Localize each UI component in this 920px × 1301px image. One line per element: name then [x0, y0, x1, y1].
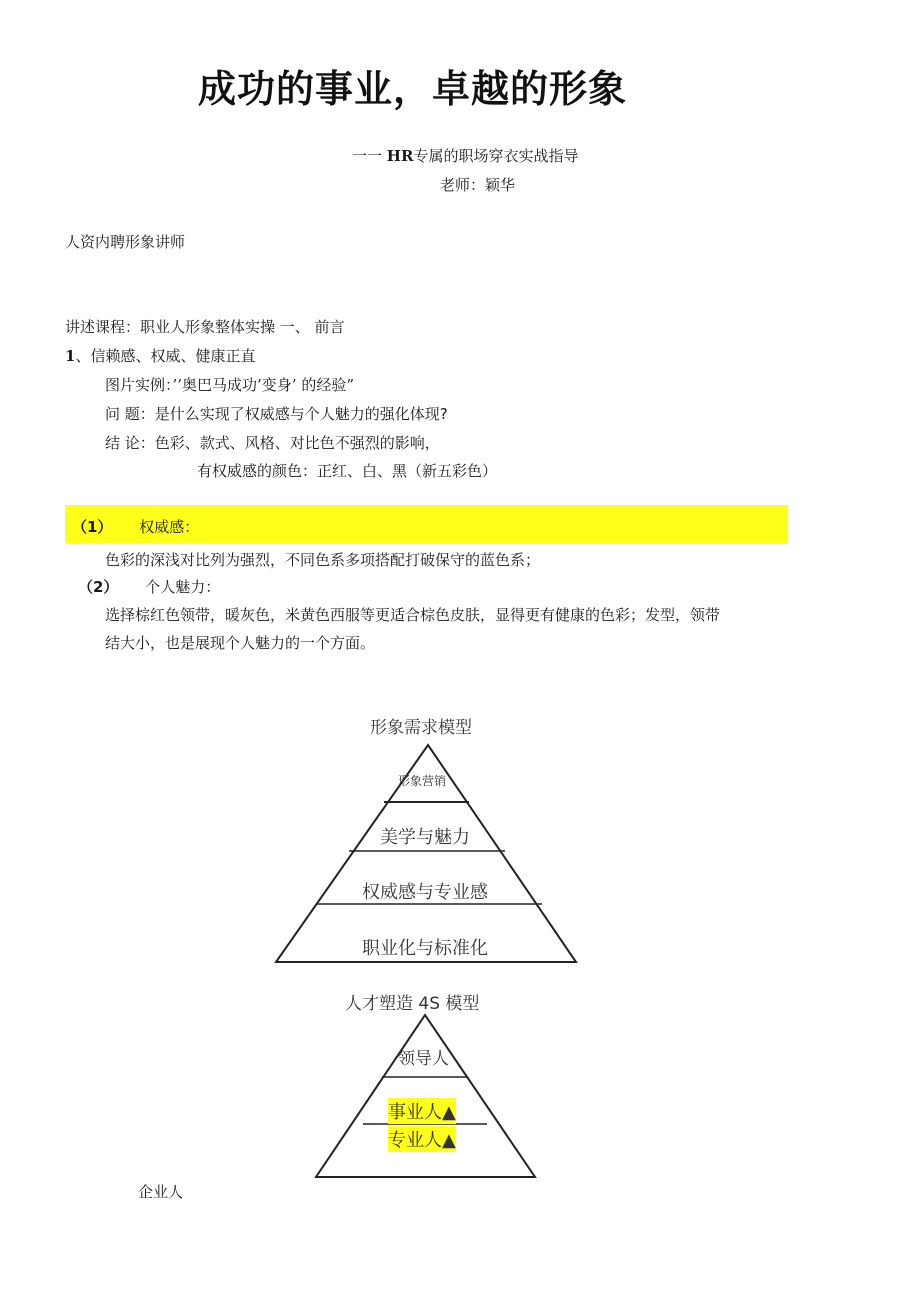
section2-number: （2）	[78, 578, 119, 596]
course-line: 讲述课程：职业人形象整体实操 一、 前言	[65, 318, 345, 336]
pyramid2-level-3: 专业人▲	[388, 1126, 456, 1152]
section2-heading	[78, 576, 220, 597]
section1-number: （1）	[72, 518, 113, 536]
section2-line2: 结大小，也是展现个人魅力的一个方面。	[105, 634, 376, 652]
subtitle-rest: 专属的职场穿衣实战指导	[413, 147, 579, 165]
teacher-name: 老师：颖华	[440, 176, 516, 194]
pyramid1-level-3: 权威感与专业感	[362, 882, 488, 903]
point1-colors: 有权威感的颜色：正红、白、黑（新五彩色）	[197, 462, 498, 480]
point1-conclusion: 结 论：色彩、款式、风格、对比色不强烈的影响，	[105, 434, 440, 452]
section1-text: 色彩的深浅对比列为强烈，不同色系多项搭配打破保守的蓝色系；	[105, 551, 541, 569]
subtitle-hr: HR	[386, 147, 414, 165]
pyramid1-level-4: 职业化与标准化	[362, 938, 488, 959]
point1-question: 问 题：是什么实现了权威感与个人魅力的强化体现?	[105, 405, 448, 423]
role-line: 人资内聘形象讲师	[65, 233, 186, 251]
point1-text: 、信赖感、权威、健康正直	[75, 347, 256, 365]
section2-line1: 选择棕红色领带，暖灰色，米黄色西服等更适合棕色皮肤，显得更有健康的色彩；发型，领带	[105, 606, 721, 624]
point1-heading	[65, 345, 255, 366]
pyramid2-title: 人才塑造 4S 模型	[345, 994, 480, 1014]
section1-label: 权威感：	[139, 518, 200, 536]
point1-example: 图片实例：’’奥巴马成功’变身’ 的经验”	[105, 376, 355, 394]
pyramid2-outline	[316, 1015, 535, 1177]
point1-number: 1	[65, 347, 76, 365]
document-title: 成功的事业，卓越的形象	[198, 67, 628, 111]
pyramid2-level-2: 事业人▲	[388, 1098, 456, 1124]
section2-label: 个人魅力：	[145, 578, 221, 596]
pyramid1-title: 形象需求模型	[370, 718, 472, 738]
subtitle	[352, 145, 578, 166]
pyramid2-level-1: 领导人	[398, 1049, 449, 1069]
footer-item: 企业人	[138, 1183, 184, 1201]
subtitle-dash: 一一	[352, 147, 383, 165]
pyramid1-level-1: 形象营销	[398, 774, 447, 788]
section1-heading	[72, 516, 199, 537]
pyramid2-diagram	[310, 1012, 542, 1182]
pyramid1-level-2: 美学与魅力	[380, 827, 470, 848]
